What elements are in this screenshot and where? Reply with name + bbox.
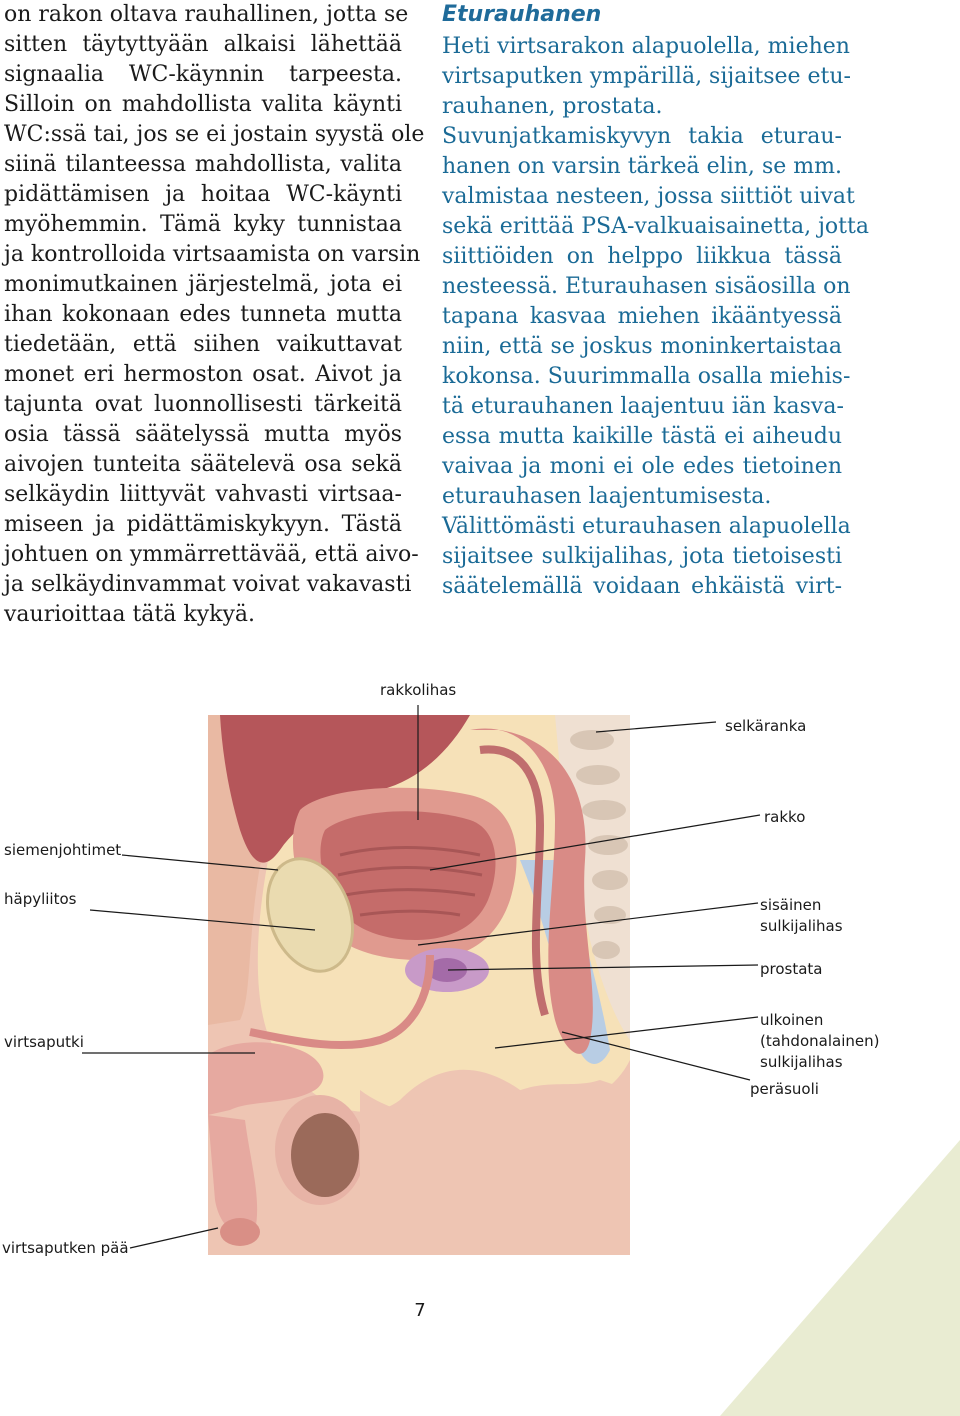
text-line: selkäydin liittyvät vahvasti virtsaa- [4, 482, 402, 507]
text-line: virtsaputken ympärillä, sijaitsee etu- [442, 64, 851, 89]
text-line: tiedetään, että siihen vaikuttavat [4, 332, 402, 357]
text-line: Heti virtsarakon alapuolella, miehen [442, 34, 850, 59]
text-line: eturauhasen laajentumisesta. [442, 484, 772, 509]
text-line: aivojen tunteita säätelevä osa sekä [4, 452, 402, 477]
label-tahdonalainen: (tahdonalainen) [760, 1032, 880, 1050]
text-line: nesteessä. Eturauhasen sisäosilla on [442, 274, 851, 299]
text-line: tapana kasvaa miehen ikääntyessä [442, 304, 842, 329]
label-virtsaputki: virtsaputki [4, 1033, 84, 1051]
label-ulkoinen: ulkoinen [760, 1011, 824, 1029]
text-line: Suvunjatkamiskyvyn takia eturau- [442, 124, 842, 149]
text-line: kokonsa. Suurimmalla osalla miehis- [442, 364, 851, 389]
label-selkaranka: selkäranka [725, 717, 807, 735]
section-heading: Eturauhanen [442, 2, 602, 27]
text-line: siinä tilanteessa mahdollista, valita [4, 152, 402, 177]
label-sisainen: sisäinen [760, 896, 822, 914]
text-line: miseen ja pidättämiskykyyn. Tästä [4, 512, 402, 537]
text-line: niin, että se joskus moninkertaistaa [442, 334, 842, 359]
text-line: tajunta ovat luonnollisesti tärkeitä [4, 392, 402, 417]
right-column [442, 0, 869, 602]
text-line: sekä erittää PSA-valkuaisainetta, jotta [442, 214, 869, 239]
text-line: siittiöiden on helppo liikkua tässä [442, 244, 842, 269]
left-paragraph [4, 0, 425, 630]
label-hapyliitos: häpyliitos [4, 890, 77, 908]
text-line: säätelemällä voidaan ehkäistä virt- [442, 574, 842, 599]
text-line: Välittömästi eturauhasen alapuolella [442, 514, 851, 539]
text-line: osia tässä säätelyssä mutta myös [4, 422, 402, 447]
label-rakko: rakko [764, 808, 806, 826]
text-line: sitten täytyttyään alkaisi lähettää [4, 32, 402, 57]
label-prostata: prostata [760, 960, 823, 978]
label-sisainen-sulkijalihas: sulkijalihas [760, 917, 843, 935]
text-line: essa mutta kaikille tästä ei aiheudu [442, 424, 842, 449]
page-number: 7 [414, 1300, 426, 1321]
left-column [4, 0, 425, 630]
text-line: monimutkainen järjestelmä, jota ei [4, 272, 402, 297]
label-perasuoli: peräsuoli [750, 1080, 819, 1098]
text-line: hanen on varsin tärkeä elin, se mm. [442, 154, 842, 179]
text-line: valmistaa nesteen, jossa siittiöt uivat [442, 184, 855, 209]
label-rakkolihas: rakkolihas [380, 681, 457, 699]
text-line: ihan kokonaan edes tunneta mutta [4, 302, 402, 327]
text-line: sijaitsee sulkijalihas, jota tietoisesti [442, 544, 842, 569]
testicle [291, 1113, 359, 1197]
text-line: ja selkäydinvammat voivat vakavasti [4, 572, 412, 597]
text-line: monet eri hermoston osat. Aivot ja [4, 362, 402, 387]
text-line: ja kontrolloida virtsaamista on varsin [4, 242, 421, 267]
text-line: tä eturauhanen laajentuu iän kasva- [442, 394, 844, 419]
text-line: WC:ssä tai, jos se ei jostain syystä ole [4, 122, 425, 147]
text-line: vaurioittaa tätä kykyä. [4, 602, 255, 627]
text-line: myöhemmin. Tämä kyky tunnistaa [4, 212, 402, 237]
text-line: pidättämisen ja hoitaa WC-käynti [4, 182, 402, 207]
text-line: rauhanen, prostata. [442, 94, 663, 119]
label-siemenjohtimet: siemenjohtimet [4, 841, 122, 859]
label-virtsaputken-paa: virtsaputken pää [2, 1239, 129, 1257]
text-line: signaalia WC-käynnin tarpeesta. [4, 62, 402, 87]
text-line: Silloin on mahdollista valita käynti [4, 92, 402, 117]
penis-tip [220, 1218, 260, 1246]
text-line: on rakon oltava rauhallinen, jotta se [4, 2, 409, 27]
label-ulkoinen-sulkijalihas: sulkijalihas [760, 1053, 843, 1071]
text-line: johtuen on ymmärrettävää, että aivo- [4, 542, 419, 567]
right-paragraph [442, 32, 869, 602]
corner-decoration [720, 1140, 960, 1416]
text-line: vaivaa ja moni ei ole edes tietoinen [442, 454, 842, 479]
